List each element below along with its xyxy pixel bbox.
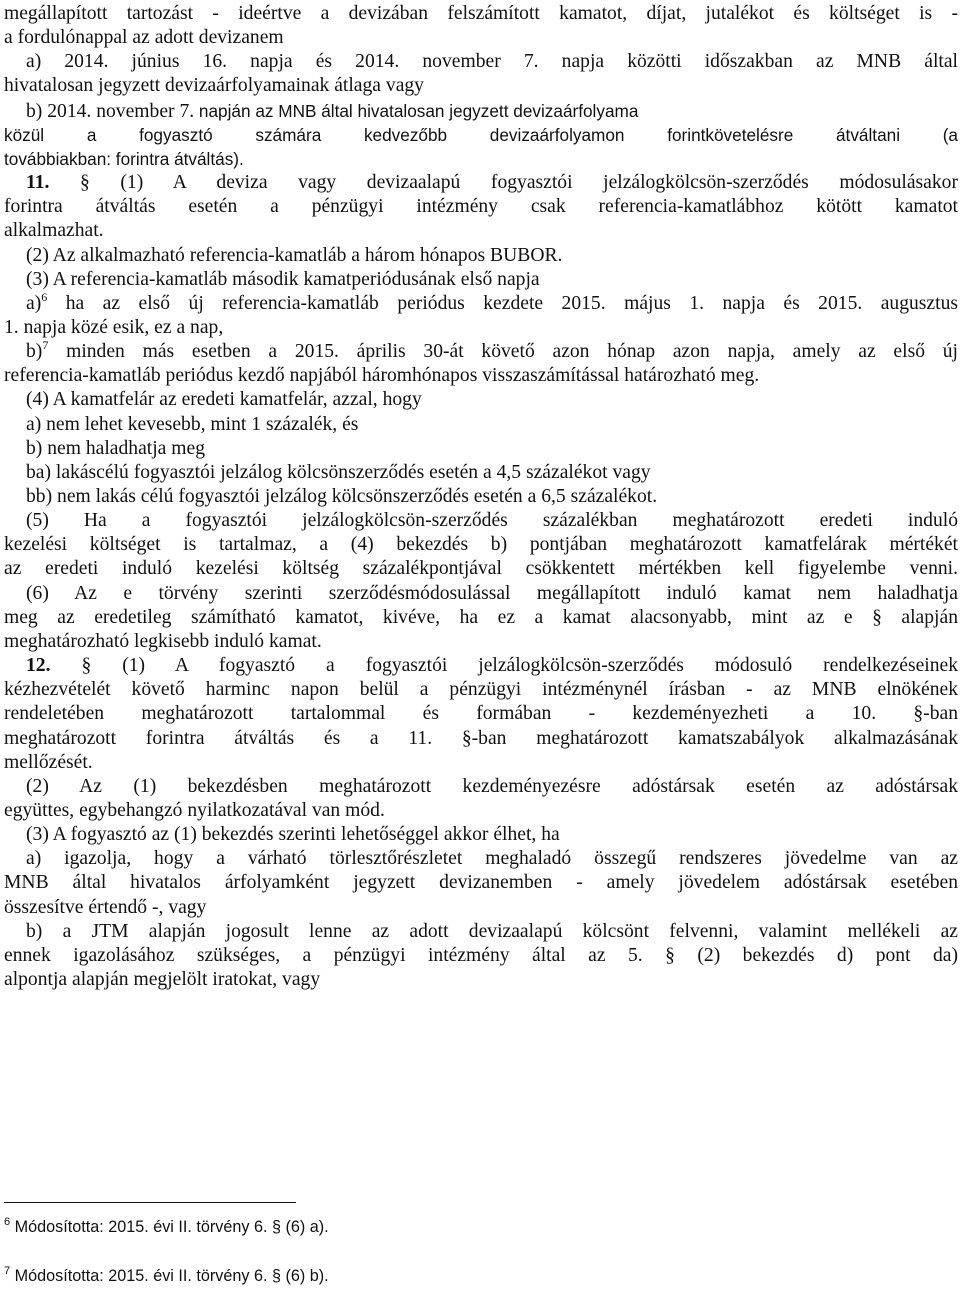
footnote-reference[interactable]: 6	[41, 289, 48, 304]
text-line	[26, 654, 958, 678]
text-segment: § (1) A fogyasztó a fogyasztói jelzálogkölcsön-szerződés módosuló rendelkezéseinek	[50, 655, 958, 677]
text-line: a) 2014. június 16. napja és 2014. november 7. napja közötti időszakban az MNB által	[26, 51, 958, 73]
text-segment: b)	[26, 341, 43, 363]
text-line: (6) Az e törvény szerinti szerződésmódosulással megállapított induló kamat nem haladhatja	[26, 582, 958, 604]
text-segment: a)	[26, 292, 42, 314]
text-line: (3) A fogyasztó az (1) bekezdés szerinti lehetőséggel akkor élhet, ha	[26, 824, 560, 846]
text-line	[26, 289, 958, 316]
section-number: 11.	[26, 172, 50, 194]
text-line: meghatározható legkisebb induló kamat.	[4, 630, 322, 652]
text-line: megállapított tartozást - ideértve a devizában felszámított kamatot, díjat, jutalékot és költséget is -	[4, 3, 958, 24]
text-line: a) nem lehet kevesebb, mint 1 százalék, és	[26, 413, 359, 435]
text-segment: minden más esetben a 2015. április 30-át követő azon hónap azon napja, amely az első új	[48, 341, 958, 363]
text-line: alpontja alapján megjelölt iratokat, vagy	[4, 969, 321, 990]
footnote	[4, 1266, 904, 1286]
text-segment: § (1) A deviza vagy devizaalapú fogyasztói jelzálogkölcsön-szerződés módosulásakor	[49, 172, 958, 194]
text-line: együttes, egybehangzó nyilatkozatával van mód.	[4, 799, 385, 821]
text-line: ba) lakáscélú fogyasztói jelzálog kölcsönszerződés esetén a 4,5 százalékot vagy	[26, 461, 651, 483]
text-line: MNB által hivatalos árfolyamként jegyzett devizanemben - amely jövedelem adóstársak esetében	[4, 872, 958, 894]
footnote	[4, 1217, 904, 1237]
text-line: kezelési költséget is tartalmaz, a (4) bekezdés b) pontjában meghatározott kamatfelárak mértékét	[4, 534, 958, 556]
text-line: bb) nem lakás célú fogyasztói jelzálog kölcsönszerződés esetén a 6,5 százalékot.	[26, 486, 658, 507]
text-line: 1. napja közé esik, ez a nap,	[4, 316, 224, 338]
text-line: referencia-kamatláb periódus kezdő napjából háromhónapos visszaszámítással határozható meg.	[4, 365, 760, 387]
footnote-mark: 6	[4, 1216, 11, 1228]
text-line: alkalmazhat.	[4, 220, 104, 242]
text-line	[26, 171, 958, 195]
text-line: a fordulónappal az adott devizanem	[4, 27, 284, 49]
text-line: meghatározott forintra átváltás és a 11. §-ban meghatározott kamatszabályok alkalmazásának	[4, 727, 958, 749]
text-segment: ha az első új referencia-kamatláb periódus kezdete 2015. május 1. napja és 2015. augusztus	[47, 292, 958, 314]
text-line: közül a fogyasztó számára kedvezőbb devizaárfolyamon forintkövetelésre átváltani (a	[4, 124, 958, 145]
text-line: rendeletében meghatározott tartalommal és formában - kezdeményezheti a 10. §-ban	[4, 703, 958, 725]
section-number: 12.	[26, 655, 51, 677]
text-line: hivatalosan jegyzett devizaárfolyamainak átlaga vagy	[4, 75, 424, 97]
text-line: összesítve értendő -, vagy	[4, 896, 207, 918]
footnote-reference[interactable]: 7	[42, 338, 49, 353]
text-line: az eredeti induló kezelési költség százalékpontjával csökkentett mértékben kell figyelembe venni.	[4, 558, 958, 580]
text-line	[26, 340, 958, 364]
text-line: továbbiakban: forintra átváltás).	[4, 148, 244, 169]
text-line	[26, 99, 958, 124]
text-line: meg az eredetileg számítható kamatot, kivéve, ha ez a kamat alacsonyabb, mint az e § alapján	[4, 606, 958, 628]
text-line: b) a JTM alapján jogosult lenne az adott devizaalapú kölcsönt felvenni, valamint mellékeli az	[26, 920, 958, 942]
footnote-text: Módosította: 2015. évi II. törvény 6. § (6) b).	[10, 1267, 329, 1285]
text-line: (4) A kamatfelár az eredeti kamatfelár, azzal, hogy	[26, 389, 422, 411]
text-line: ennek igazolásához szükséges, a pénzügyi intézmény által az 5. § (2) bekezdés d) pont da)	[4, 944, 958, 966]
text-line: forintra átváltás esetén a pénzügyi intézmény csak referencia-kamatlábhoz kötött kamatot	[4, 196, 958, 218]
text-segment: b) 2014. november 7.	[26, 100, 195, 122]
text-line: (3) A referencia-kamatláb második kamatperiódusának első napja	[26, 268, 540, 290]
text-line: (2) Az alkalmazható referencia-kamatláb a három hónapos BUBOR.	[26, 244, 563, 266]
text-line: mellőzését.	[4, 751, 93, 773]
text-line: kézhezvételét követő harminc napon belül a pénzügyi intézménynél írásban - az MNB elnökének	[4, 679, 958, 701]
footnote-mark: 7	[4, 1265, 11, 1277]
text-line: b) nem haladhatja meg	[26, 437, 205, 459]
text-line: a) igazolja, hogy a várható törlesztőrészletet meghaladó összegű rendszeres jövedelme van az	[26, 848, 958, 870]
footnote-separator	[4, 1202, 296, 1203]
text-segment: napján az MNB által hivatalosan jegyzett devizaárfolyama	[194, 100, 639, 121]
text-line: (5) Ha a fogyasztói jelzálogkölcsön-szerződés százalékban meghatározott eredeti induló	[26, 510, 958, 532]
text-line: (2) Az (1) bekezdésben meghatározott kezdeményezésre adóstársak esetén az adóstársak	[26, 775, 958, 797]
footnote-text: Módosította: 2015. évi II. törvény 6. § (6) a).	[10, 1218, 329, 1236]
